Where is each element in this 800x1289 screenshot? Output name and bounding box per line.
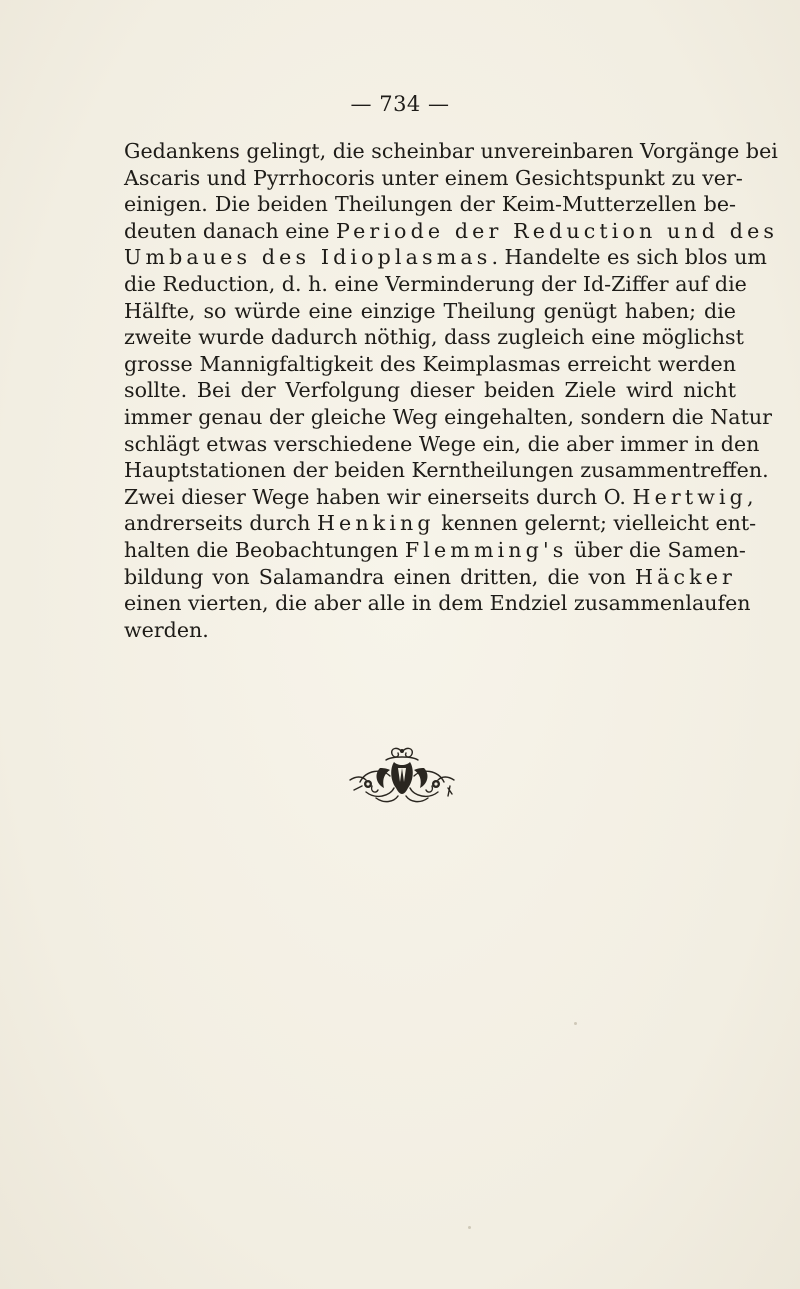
text-line: zweite wurde dadurch nöthig, dass zugleich eine möglichst — [124, 325, 744, 350]
text-line: Umbaues des Idioplasmas. Handelte es sich blos um — [124, 245, 767, 270]
spaced-emphasis: Periode der Reduction und des — [336, 218, 779, 243]
text-line: Zwei dieser Wege haben wir einerseits durch O. Hertwig, — [124, 484, 754, 509]
author-name: Flemming's — [404, 537, 568, 562]
author-name: Henking — [316, 511, 435, 536]
paper-speck — [468, 1226, 471, 1229]
text-line: schlägt etwas verschiedene Wege ein, die aber immer in den — [124, 431, 760, 456]
text-line: deuten danach eine Periode der Reduction und des — [124, 218, 779, 243]
text-line: Gedankens gelingt, die scheinbar unvereinbaren Vorgänge bei — [124, 139, 778, 163]
text-line: bildung von Salamandra einen dritten, die von Häcker — [124, 564, 736, 589]
author-name: Hertwig — [632, 484, 747, 509]
text-line: immer genau der gleiche Weg eingehalten, sondern die Natur — [124, 404, 772, 429]
text-line: werden. — [124, 617, 209, 642]
text-line: einigen. Die beiden Theilungen der Keim-Mutterzellen be- — [124, 192, 736, 217]
page-number: — 734 — — [350, 92, 450, 116]
text-line: Ascaris und Pyrrhocoris unter einem Gesichtspunkt zu ver- — [124, 165, 743, 190]
text-line: die Reduction, d. h. eine Verminderung der Id-Ziffer auf die — [124, 271, 747, 296]
text-line: einen vierten, die aber alle in dem Endziel zusammenlaufen — [124, 591, 751, 616]
spaced-emphasis: Umbaues des Idioplasmas — [124, 245, 492, 270]
text-line: grosse Mannigfaltigkeit des Keimplasmas erreicht werden — [124, 351, 736, 376]
body-text — [124, 138, 779, 643]
author-name: Häcker — [634, 564, 736, 589]
text-line: halten die Beobachtungen Flemming's über die Samen- — [124, 537, 746, 562]
text-line: Hauptstationen der beiden Kerntheilungen zusammentreffen. — [124, 458, 769, 483]
text-line: Hälfte, so würde eine einzige Theilung genügt haben; die — [124, 298, 736, 323]
decorative-vignette-ornament — [346, 746, 458, 806]
paper-speck — [574, 1022, 577, 1025]
text-line: sollte. Bei der Verfolgung dieser beiden Ziele wird nicht — [124, 378, 736, 403]
text-line: andrerseits durch Henking kennen gelernt; vielleicht ent- — [124, 511, 757, 536]
